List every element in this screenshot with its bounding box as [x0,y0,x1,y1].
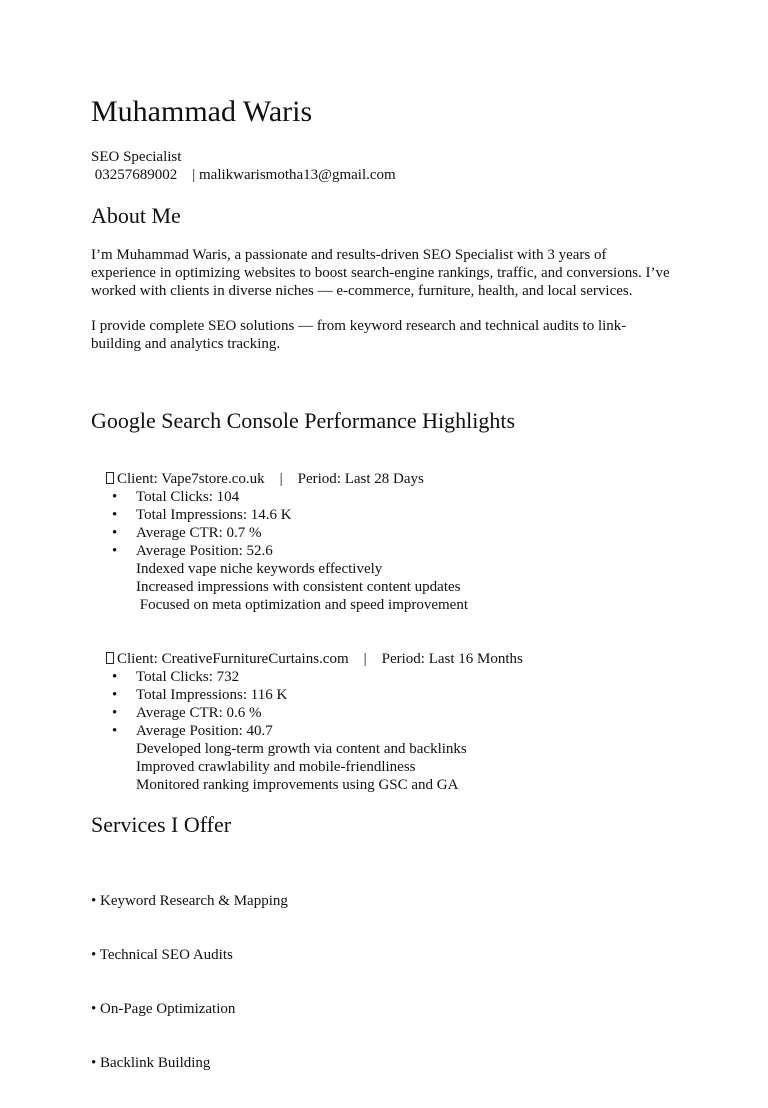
metric-text: Total Clicks: 104 [136,489,240,505]
metric-text: Average Position: 40.7 [136,723,273,739]
service-item: • Technical SEO Audits [91,947,233,963]
note-line: Focused on meta optimization and speed improvement [136,597,469,613]
metric-text: Total Clicks: 732 [136,669,240,685]
about-line: I’m Muhammad Waris, a passionate and results-driven SEO Specialist with 3 years of [91,247,607,263]
about-paragraph-1 [91,246,681,300]
client-2-metrics [91,668,691,740]
note-line: Developed long-term growth via content and backlinks [136,741,467,757]
client-1-title: Client: Vape7store.co.uk | Period: Last 28 Days [117,471,424,487]
note-line: Monitored ranking improvements using GSC and GA [136,777,459,793]
bullet-icon: • [112,507,118,523]
bullet-icon: • [112,723,118,739]
client-1-metrics [91,488,691,560]
list-item [91,506,691,524]
list-item [91,668,691,686]
service-item: • Backlink Building [91,1055,211,1071]
list-item [91,542,691,560]
services-heading: Services I Offer [91,812,232,837]
service-item: • Keyword Research & Mapping [91,893,288,909]
about-line: I provide complete SEO solutions — from keyword research and technical audits to link- [91,318,627,334]
person-name: Muhammad Waris [91,95,313,128]
metric-text: Total Impressions: 116 K [136,687,288,703]
bullet-icon: • [112,687,118,703]
about-heading: About Me [91,203,181,228]
list-item [91,488,691,506]
list-item [91,686,691,704]
client-1-notes [136,560,468,614]
client-2-notes [136,740,467,794]
about-line: building and analytics tracking. [91,336,281,352]
metric-text: Average CTR: 0.7 % [136,525,262,541]
missing-glyph-icon [106,472,114,484]
note-line: Indexed vape niche keywords effectively [136,561,383,577]
client-2-title: Client: CreativeFurnitureCurtains.com | Period: Last 16 Months [117,651,523,667]
metric-text: Average CTR: 0.6 % [136,705,262,721]
list-item [91,722,691,740]
list-item [91,704,691,722]
missing-glyph-icon [106,652,114,664]
metric-text: Total Impressions: 14.6 K [136,507,292,523]
services-list [91,856,288,1108]
bullet-icon: • [112,525,118,541]
about-line: worked with clients in diverse niches — e-commerce, furniture, health, and local services. [91,283,633,299]
note-line: Increased impressions with consistent content updates [136,579,461,595]
metric-text: Average Position: 52.6 [136,543,273,559]
list-item [91,524,691,542]
bullet-icon: • [112,705,118,721]
contact-line: 03257689002 | malikwarismotha13@gmail.com [91,167,396,183]
note-line: Improved crawlability and mobile-friendliness [136,759,416,775]
about-paragraph-2 [91,317,681,353]
bullet-icon: • [112,669,118,685]
service-item: • On-Page Optimization [91,1001,236,1017]
about-line: experience in optimizing websites to boost search-engine rankings, traffic, and conversions. I’ve [91,265,670,281]
bullet-icon: • [112,489,118,505]
job-title: SEO Specialist [91,149,182,165]
gsc-heading: Google Search Console Performance Highlights [91,408,516,433]
bullet-icon: • [112,543,118,559]
